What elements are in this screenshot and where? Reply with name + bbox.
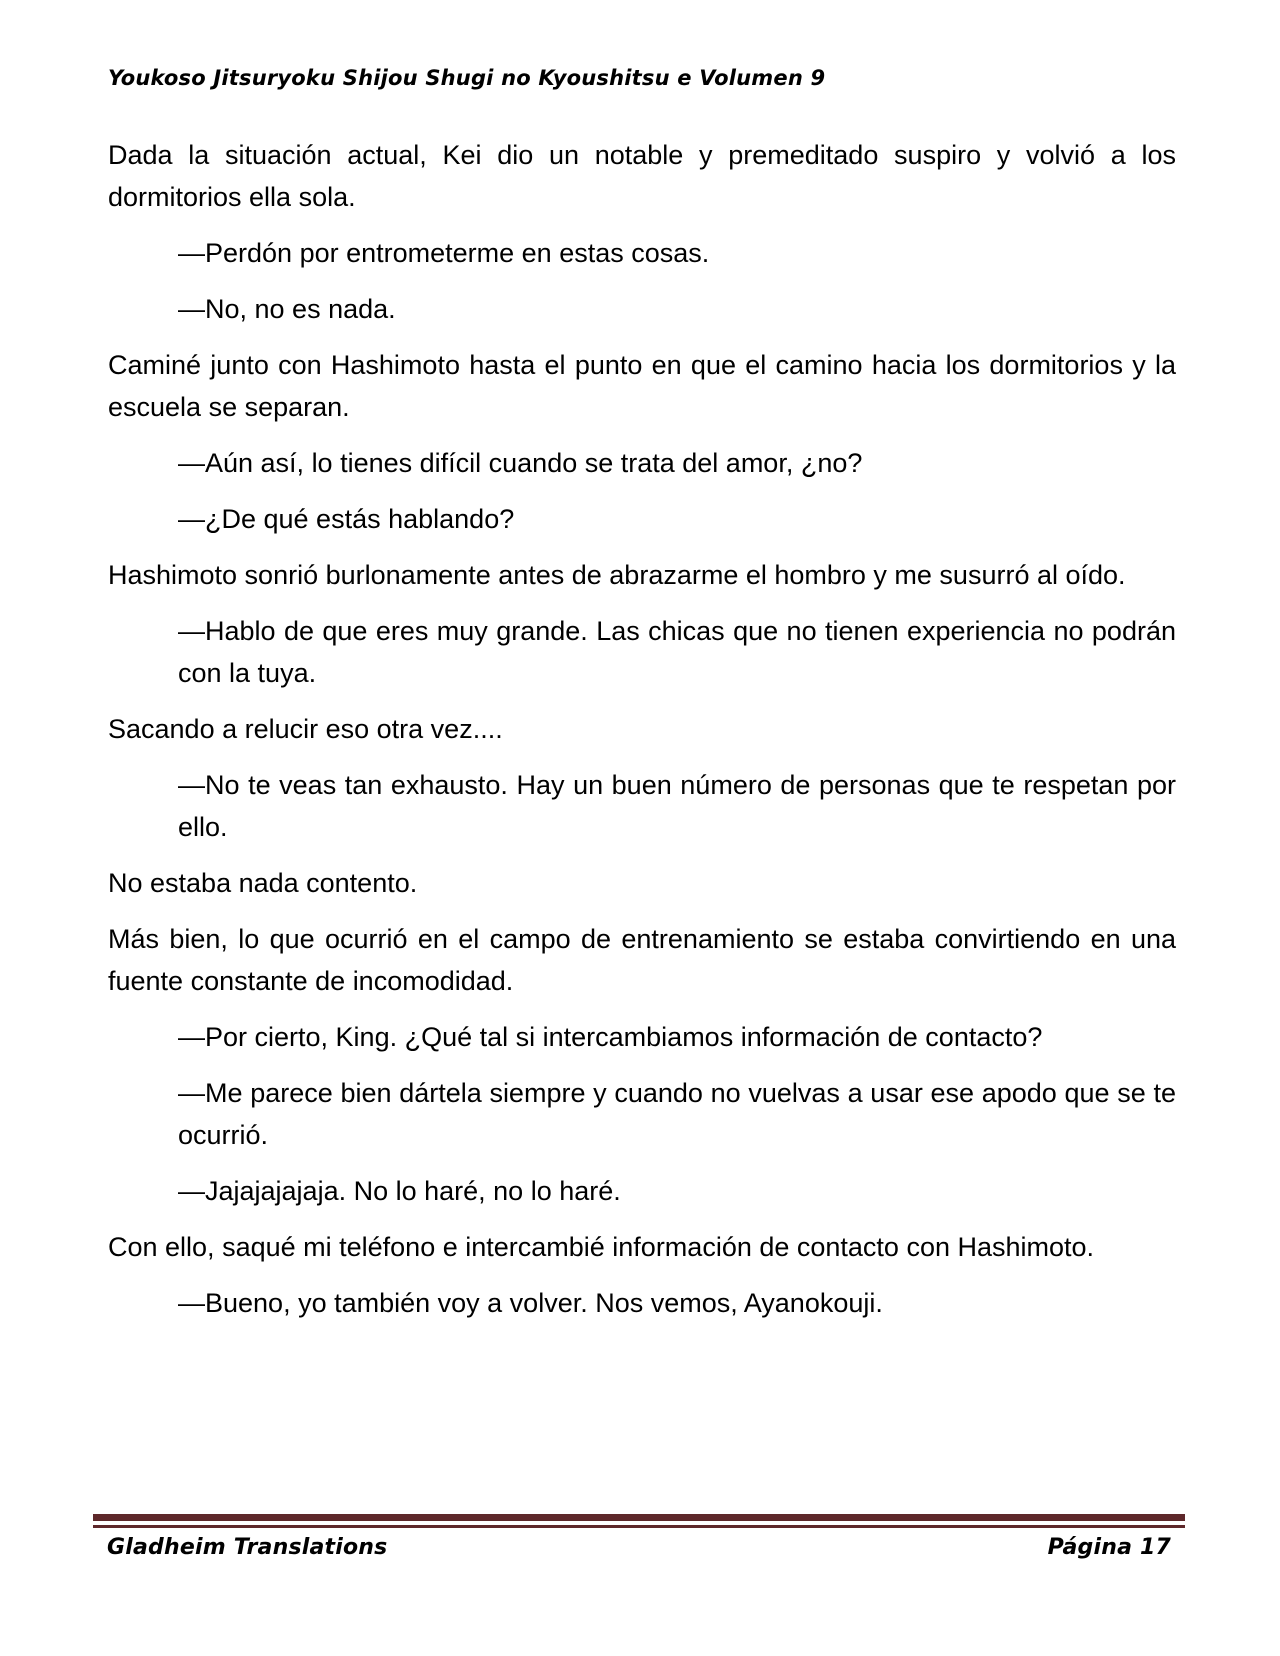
footer-translator-label: Gladheim Translations: [107, 1535, 388, 1560]
dialogue-paragraph: —Hablo de que eres muy grande. Las chicas que no tienen experiencia no podrán con la tuya.: [178, 616, 1176, 688]
paragraph: Caminé junto con Hashimoto hasta el punto en que el camino hacia los dormitorios y la escuela se separan.: [108, 350, 1176, 422]
paragraph: Sacando a relucir eso otra vez....: [108, 714, 503, 744]
dialogue-paragraph: —No, no es nada.: [178, 294, 396, 324]
paragraph: Dada la situación actual, Kei dio un notable y premeditado suspiro y volvió a los dormitorios ella sola.: [108, 140, 1176, 212]
dialogue-paragraph: —Jajajajajaja. No lo haré, no lo haré.: [178, 1176, 621, 1206]
footer-row: [93, 1535, 1185, 1560]
document-body: [108, 134, 1176, 1324]
dialogue-paragraph: —Perdón por entrometerme en estas cosas.: [178, 238, 710, 268]
footer-divider: [93, 1514, 1185, 1528]
dialogue-paragraph: —No te veas tan exhausto. Hay un buen número de personas que te respetan por ello.: [178, 770, 1176, 842]
paragraph: Con ello, saqué mi teléfono e intercambié información de contacto con Hashimoto.: [108, 1232, 1095, 1262]
paragraph: No estaba nada contento.: [108, 868, 418, 898]
footer-page-number: Página 17: [1047, 1535, 1171, 1560]
page-footer: [93, 1514, 1185, 1560]
paragraph: Hashimoto sonrió burlonamente antes de abrazarme el hombro y me susurró al oído.: [108, 560, 1126, 590]
dialogue-paragraph: —¿De qué estás hablando?: [178, 504, 515, 534]
dialogue-paragraph: —Por cierto, King. ¿Qué tal si intercambiamos información de contacto?: [178, 1022, 1043, 1052]
dialogue-paragraph: —Aún así, lo tienes difícil cuando se trata del amor, ¿no?: [178, 448, 863, 478]
dialogue-paragraph: —Bueno, yo también voy a volver. Nos vemos, Ayanokouji.: [178, 1288, 883, 1318]
page-header-title: Youkoso Jitsuryoku Shijou Shugi no Kyoushitsu e Volumen 9: [108, 66, 826, 90]
dialogue-paragraph: —Me parece bien dártela siempre y cuando no vuelvas a usar ese apodo que se te ocurrió.: [178, 1078, 1176, 1150]
paragraph: Más bien, lo que ocurrió en el campo de entrenamiento se estaba convirtiendo en una fuente constante de incomodidad.: [108, 924, 1176, 996]
